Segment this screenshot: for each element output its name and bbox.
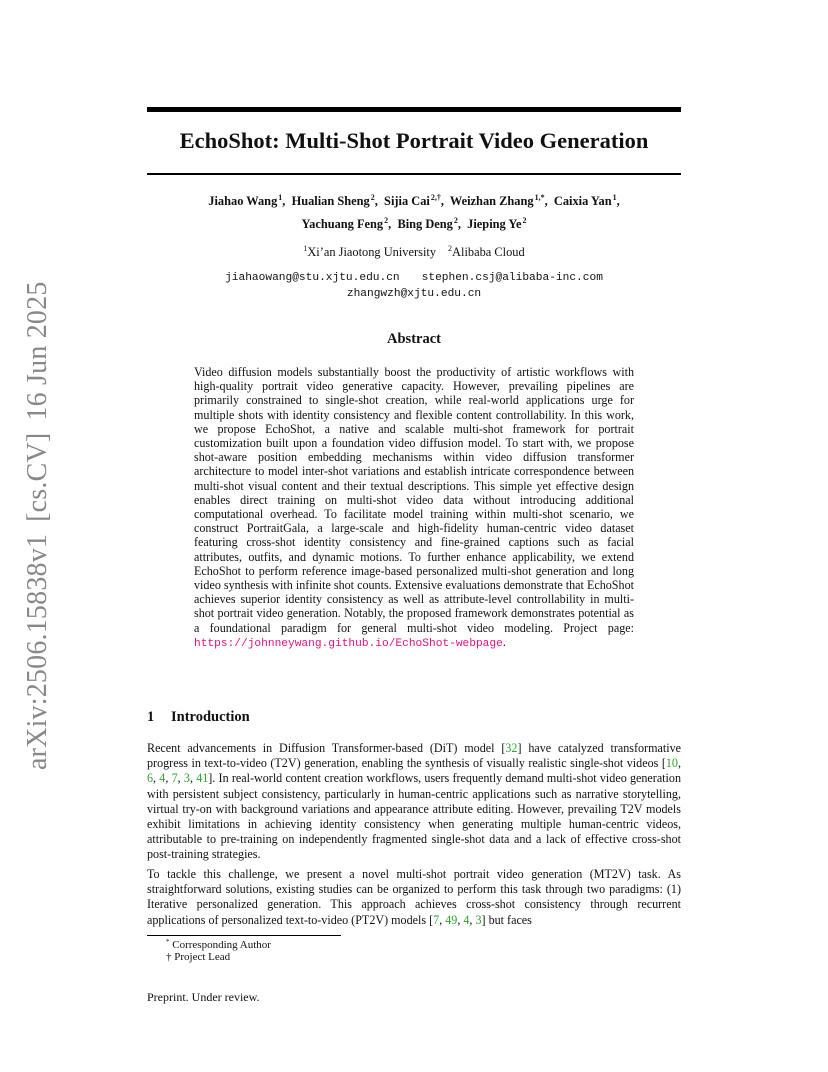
arxiv-date: 16 Jun 2025 <box>22 281 53 421</box>
abstract-heading: Abstract <box>387 331 441 347</box>
title-rule-bottom <box>147 173 681 175</box>
citation-link[interactable]: 3 <box>475 912 482 927</box>
paragraph-text: , <box>177 771 184 786</box>
intro-paragraph-1 <box>147 741 681 863</box>
affiliation: Xi’an Jiaotong University <box>307 245 437 259</box>
abstract-text: Video diffusion models substantially boost the productivity of artistic workflows with high-quality portrait video generative capacity. However, prevailing pipelines are primarily constrained to single-shot creation, while real-world applications urge for multiple shots with identity consistency and flexible content controllability. In this work, we propose EchoShot, a native and scalable multi-shot framework for portrait customization built upon a foundation video diffusion model. To start with, we propose shot-aware position embedding mechanisms within video diffusion transformer architecture to model inter-shot variations and establish intricate correspondence between multi-shot visual content and their textual descriptions. This simple yet effective design enables direct training on multi-shot video data without introducing additional computational overhead. To facilitate model training within multi-shot scenario, we construct PortraitGala, a large-scale and high-fidelity human-centric video dataset featuring cross-shot identity consistency and fine-grained captions such as facial attributes, outfits, and dynamic motions. To further enhance applicability, we extend EchoShot to perform reference image-based personalized multi-shot generation and long video synthesis with infinite shot counts. Extensive evaluations demonstrate that EchoShot achieves superior identity consistency as well as attribute-level controllability in multi-shot portrait video generation. Notably, the proposed framework demonstrates potential as a foundational paradigm for general multi-shot video modeling. Project page: <box>194 365 634 635</box>
paragraph-text: , <box>677 756 681 771</box>
arxiv-id: arXiv:2506.15838v1 <box>22 533 53 770</box>
title-rule-top <box>147 107 681 112</box>
paragraph-text: ] have catalyzed transformative progress in text-to-video (T2V) generation, enabling the synthesis of visually realistic single-shot videos [ <box>147 741 681 771</box>
citation-link[interactable]: 7 <box>171 771 178 786</box>
section-number: 1 <box>147 709 155 725</box>
email-line-1 <box>147 272 681 284</box>
citation-link[interactable]: 4 <box>159 771 166 786</box>
email: jiahaowang@stu.xjtu.edu.cn <box>225 272 400 284</box>
author: Weizhan Zhang$^{1,*}$ <box>449 193 545 208</box>
author: Jieping Ye$^2$ <box>467 216 527 231</box>
arxiv-sidebar-stamp <box>22 281 54 770</box>
paragraph-text: , <box>439 912 446 927</box>
citation-link[interactable]: 49 <box>445 912 458 927</box>
footnote-rule <box>147 935 341 936</box>
citation-link[interactable]: 32 <box>505 741 518 755</box>
citation-link[interactable]: 41 <box>196 771 209 786</box>
project-page-link[interactable]: https://johnneywang.github.io/EchoShot-webpage <box>194 637 503 650</box>
paragraph-text: ] but faces <box>481 912 532 927</box>
author-list-line-2: Yachuang Feng$^2$, Bing Deng$^2$, Jieping Ye$^2$ <box>301 216 527 231</box>
paragraph-text: , <box>189 771 197 786</box>
footnote-project-lead: † Project Lead <box>166 951 231 963</box>
author: Bing Deng$^2$ <box>397 216 458 231</box>
affiliation: Alibaba Cloud <box>452 245 525 259</box>
paragraph-text: , <box>457 912 464 927</box>
paper-title: EchoShot: Multi-Shot Portrait Video Generation <box>179 128 649 153</box>
section-heading-introduction <box>147 709 250 726</box>
citation-link[interactable]: 6 <box>147 771 154 786</box>
arxiv-category: [cs.CV] <box>22 432 53 522</box>
email: zhangwzh@xjtu.edu.cn <box>346 288 482 300</box>
citation-link[interactable]: 7 <box>433 912 440 927</box>
affiliations: $^1$Xi’an Jiaotong University $^2$Alibaba Cloud <box>303 244 525 259</box>
intro-paragraph-2 <box>147 867 681 928</box>
author: Sijia Cai$^{2,\dagger}$ <box>384 193 441 208</box>
preprint-footer: Preprint. Under review. <box>147 990 260 1004</box>
citation-link[interactable]: 3 <box>183 771 190 786</box>
citation-link[interactable]: 10 <box>665 756 678 771</box>
paragraph-text: , <box>153 771 160 786</box>
author: Yachuang Feng$^2$ <box>301 216 389 231</box>
section-title: Introduction <box>171 709 250 725</box>
paragraph-text: , <box>469 912 476 927</box>
author: Hualian Sheng$^2$ <box>291 193 375 208</box>
footnote-corresponding-author: * Corresponding Author <box>166 938 271 951</box>
email-line-2 <box>147 288 681 300</box>
author: Jiahao Wang$^1$ <box>208 193 283 208</box>
abstract-body: Video diffusion models substantially boost the productivity of artistic workflows with high-quality portrait video generative capacity. However, prevailing pipelines are primarily constrained to single-shot creation, while real-world applications urge for multiple shots with identity consistency and flexible content controllability. In this work, we propose EchoShot, a native and scalable multi-shot framework for portrait customization built upon a foundation video diffusion model. To start with, we propose shot-aware position embedding mechanisms within video diffusion transformer architecture to model inter-shot variations and establish intricate correspondence between multi-shot visual content and their textual descriptions. This simple yet effective design enables direct training on multi-shot video data without introducing additional computational overhead. To facilitate model training within multi-shot scenario, we construct PortraitGala, a large-scale and high-fidelity human-centric video dataset featuring cross-shot identity consistency and fine-grained captions such as facial attributes, outfits, and dynamic motions. To further enhance applicability, we extend EchoShot to perform reference image-based personalized multi-shot generation and long video synthesis with infinite shot counts. Extensive evaluations demonstrate that EchoShot achieves superior identity consistency as well as attribute-level controllability in multi-shot portrait video generation. Notably, the proposed framework demonstrates potential as a foundational paradigm for general multi-shot video modeling. Project page: https://johnneywang.github.io/EchoShot-webpage. <box>194 365 634 650</box>
paragraph-text: Recent advancements in Diffusion Transformer-based (DiT) model [ <box>147 741 506 755</box>
paragraph-text: ]. In real-world content creation workflows, users frequently demand multi-shot video generation with persistent subject consistency, particularly in human-centric applications such as narrative storytelling, virtual try-on with background variations and appearance attribute editing. However, prevailing T2V models exhibit limitations in achieving identity consistency when generating multiple human-centric videos, attributable to pre-training on independently fragmented single-shot data and a lack of effective cross-shot post-training strategies. <box>147 771 681 862</box>
paragraph-text: , <box>165 771 172 786</box>
citation-link[interactable]: 4 <box>463 912 470 927</box>
author-list-line-1: Jiahao Wang$^1$, Hualian Sheng$^2$, Sijia Cai$^{2,\dagger}$, Weizhan Zhang$^{1,*}$, Caixia Yan$^1$, <box>208 193 620 208</box>
paragraph-text: To tackle this challenge, we present a novel multi-shot portrait video generation (MT2V) task. As straightforward solutions, existing studies can be organized to perform this task through two paradigms: (1) Iterative personalized generation. This approach achieves cross-shot consistency through recurrent applications of personalized text-to-video (PT2V) models [ <box>147 867 681 927</box>
email: stephen.csj@alibaba-inc.com <box>421 272 603 284</box>
author: Caixia Yan$^1$ <box>553 193 617 208</box>
